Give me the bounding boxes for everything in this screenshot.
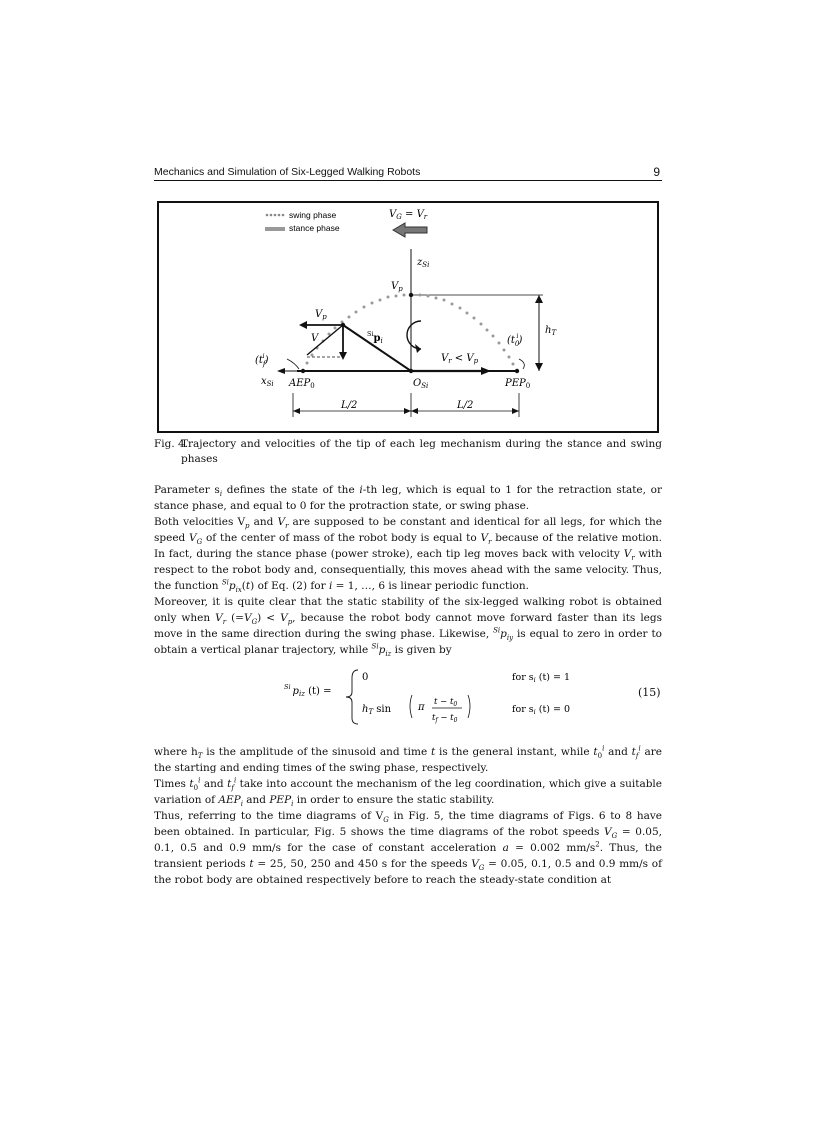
- eq-right-paren: [468, 695, 470, 718]
- pep-label: $PEP_0$: [505, 378, 531, 390]
- legend: [265, 210, 340, 233]
- vp-left-label: $V_p$: [315, 309, 327, 321]
- vr-arrowhead: [481, 367, 491, 375]
- apex-point: [409, 293, 413, 297]
- ht-label: $h_T$: [545, 325, 557, 337]
- v-left-label: V: [311, 333, 319, 344]
- figure-caption: [154, 437, 662, 467]
- z-si-label: $z_{Si}$: [417, 257, 430, 269]
- rotation-icon: [407, 321, 421, 349]
- body-paragraph-2: where $h_T$ is the amplitude of the sinusoid and time t is the general instant, while $t_0^i$ and $t_f^i$ are the starting and ending times of the swing phase, respectively. Times $t_0^i$ and $t_f^i$ take into account the mechanism of the leg coordination, which give a suitable variation of $AEP_i$ and $PEP_i$ in order to ensure the static stability. Thus, referring to the time diagrams of $V_G$ in Fig. 5, the time diagrams of Figs. 6 to 8 have been obtained. In particular, Fig. 5 shows the time diagrams of the robot speeds $V_G = 0.05$, 0.1, 0.5 and 0.9 mm/s for the case of constant acceleration a = 0.002 $mm/s^2$. Thus, the transient periods t = 25, 50, 250 and 450 s for the speeds $V_G = 0.05$, 0.1, 0.5 and 0.9 mm/s of the robot body are obtained respectively before to reach the steady-state condition at: [154, 744, 662, 886]
- eq-brace: [346, 670, 358, 724]
- equation-15: [280, 662, 571, 732]
- t0-arc: [519, 359, 524, 369]
- eq-denominator: $t_f - t_0$: [432, 713, 458, 724]
- swing-legend-label: swing phase: [289, 210, 337, 220]
- half-l-left-label: L/2: [341, 400, 358, 411]
- swing-legend-marker: [266, 214, 285, 217]
- stance-legend-marker: [265, 227, 285, 231]
- eq-case1-cond: for $s_i$ (t) = 1: [512, 672, 571, 684]
- eq-numerator: $t - t_0$: [434, 697, 458, 708]
- origin-point: [409, 369, 413, 373]
- tf-label: $(t_fi)$: [255, 352, 269, 368]
- eq-lhs: $^{Si}$ $p_{iz}$ (t) =: [284, 683, 332, 698]
- running-header: [154, 163, 662, 181]
- x-axis-arrowhead: [277, 368, 285, 374]
- trajectory-diagram: [159, 203, 657, 431]
- body-velocity-arrow: [393, 223, 427, 237]
- header-rule: [154, 180, 662, 181]
- vp-top-label: $V_p$: [391, 281, 403, 293]
- eq-pi: π: [418, 702, 425, 713]
- equation-number: (15): [638, 686, 661, 699]
- t0-label: $(t_0i)$: [507, 332, 523, 348]
- stance-legend-label: stance phase: [289, 223, 340, 233]
- pep-point: [515, 369, 519, 373]
- eq-left-paren: [410, 695, 412, 718]
- pi-label: $^{Si}p_i$: [367, 330, 383, 345]
- o-si-label: $O_{Si}$: [413, 378, 429, 390]
- x-si-label: $x_{Si}$: [261, 376, 274, 388]
- figure-4: [157, 201, 659, 433]
- body-paragraph-1: Parameter $s_i$ defines the state of the i-th leg, which is equal to 1 for the retraction state, or stance phase, and equal to 0 for the protraction state, or swing phase. Both velocities $V_p$ and $V_r$ are supposed to be constant and identical for all legs, for which the speed $V_G$ of the center of mass of the robot body is equal to $V_r$ because of the relative motion. In fact, during the stance phase (power stroke), each tip leg moves back with velocity $V_r$ with respect to the robot body and, consequentially, this moves ahead with the same velocity. Thus, the function $^{Si}p_{ix}(t)$ of Eq. (2) for i = 1, …, 6 is linear periodic function. Moreover, it is quite clear that the static stability of the six-legged walking robot is obtained only when $V_r$ $(=V_G) < V_p$, because the robot body cannot move forward faster than its legs move in the same direction during the swing phase. Likewise, $^{Si}p_{iy}$ is equal to zero in order to obtain a vertical planar trajectory, while $^{Si}p_{iz}$ is given by: [154, 484, 663, 659]
- dim-arrow-1: [293, 408, 300, 414]
- ht-arrow-top: [535, 295, 543, 303]
- caption-label: Fig. 4.: [154, 438, 189, 450]
- aep-point: [301, 369, 305, 373]
- page-number: 9: [653, 165, 660, 179]
- running-title: Mechanics and Simulation of Six-Legged Walking Robots: [154, 166, 421, 178]
- eq-case1-value: 0: [362, 672, 369, 683]
- position-vector: [343, 325, 411, 371]
- aep-label: $AEP_0$: [289, 378, 315, 390]
- vr-down-arrowhead: [339, 352, 347, 360]
- eq-case2-cond: for $s_i$ (t) = 0: [512, 704, 571, 716]
- tf-arc: [287, 359, 299, 369]
- half-l-right-label: L/2: [457, 400, 474, 411]
- dim-arrow-3: [411, 408, 418, 414]
- vp-left-arrowhead: [299, 321, 307, 329]
- vg-equals-vr-label: $V_G = V_r$: [389, 209, 428, 221]
- eq-case2-amplitude: $h_T$ sin: [362, 704, 392, 716]
- caption-text: Trajectory and velocities of the tip of each leg mechanism during the stance and swing phases: [181, 438, 662, 465]
- ht-arrow-bottom: [535, 363, 543, 371]
- dim-arrow-4: [512, 408, 519, 414]
- dim-arrow-2: [404, 408, 411, 414]
- vr-lt-vp-label: $V_r < V_p$: [441, 353, 479, 365]
